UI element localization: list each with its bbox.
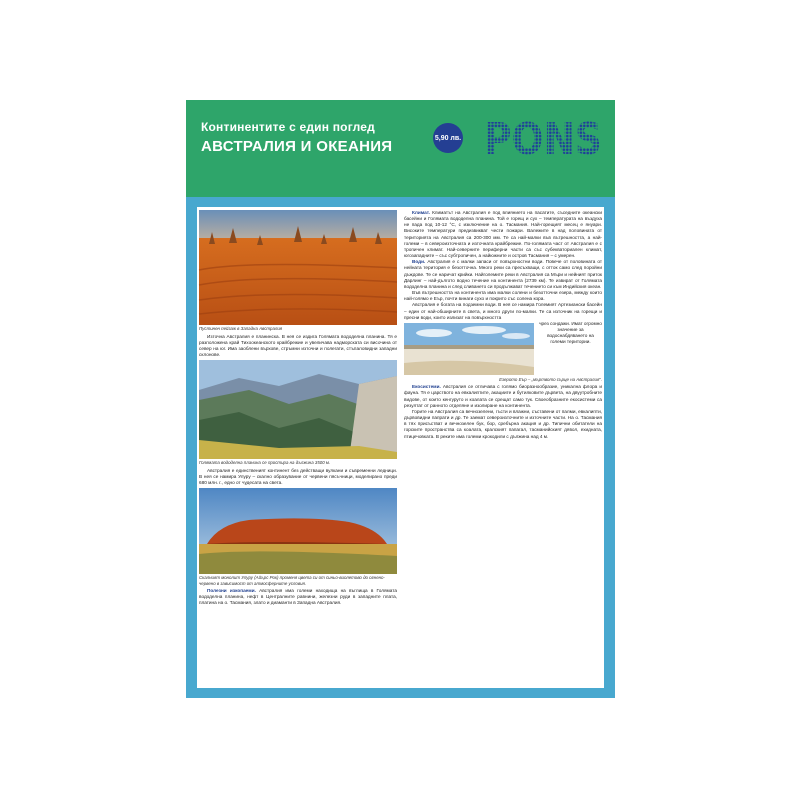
price-badge: 5,90 лв. (433, 123, 463, 153)
salt-lake-photo (404, 323, 534, 375)
lakes-paragraph: Във вътрешността на континента има малки солени и безотточни езера, между които най-голямо е Еър, почти винаги сухо и покрито със солена кора. (404, 290, 602, 302)
uluru-paragraph: Австралия е единственият континент без действащи вулкани и съвременни ледници. В нея се намира Улуру – скално образувание от червени пясъчници, моделирано преди 680 млн. г., едно от чудесата на света. (199, 467, 397, 485)
eyre-caption: Езерото Еър – „мъртвото сърце на Австралия“. (499, 376, 602, 382)
poster (186, 100, 615, 698)
water-heading: Води. (412, 259, 426, 265)
poster-subtitle: Континентите с един поглед (201, 120, 375, 134)
ecosystems-paragraph (404, 384, 602, 409)
minerals-text: Австралия има големи находища на въглища в Голямата вододелна планина, нефт в Централните равнини, железни руди в западните плата, платина на о. Тасмания, злато и диаманти в Западна Австралия. (199, 588, 397, 606)
ecosystems-text: Австралия се отличава с голямо биоразнообразие, уникална флора и фауна. Тя е царството на евкалиптите, акациите и бутилковите дървета, на двуутробните видове, от които кенгуруто и коалата се срещат само тук. Своеобразните екосистеми са резултат от ранното отделяне и изолиране на континента. (404, 384, 602, 408)
groundwater-continued: чрез сондажи. Имат огромно значение за водоснабдяването на големи територии. (539, 320, 602, 345)
poster-title: АВСТРАЛИЯ И ОКЕАНИЯ (201, 138, 393, 155)
minerals-heading: Полезни изкопаеми. (207, 588, 256, 594)
svg-text:PONS: PONS (484, 114, 602, 165)
climate-text: Климатът на Австралия е под влиянието на пасатите, съседните океански басейни и Голямата вододелна планина. Той е горещ и сух – температурата на въздуха не пада под 10-12 °С, с изключение на о. Тасмания. Най-горещият месец е януари. Високите температури предизвикват чести пожари. Валежите в над половината от територията на Австралия са 200-300 мм. Те са най-малки във вътрешността, а най-големи – в североизточната и източната крайбрежие. По-голямата част от Австралия е с тропичен климат. Най-северните периферни части са със субекваториален климат, югозападните – със субтропичен, а найюжните и остров Тасмания – с умерен. (404, 210, 602, 259)
desert-dunes-photo (199, 210, 397, 325)
desert-caption: Пустинен пейзаж в Западна Австралия (199, 326, 283, 331)
content-panel (197, 207, 604, 688)
groundwater-paragraph: Австралия е богата на подземни води. В нея се намира Големият Артезиански басейн – един от най-обширните в света, и много други по-малки. Те са източник на горещи и пресни води, които излизат на повърхността (404, 302, 602, 320)
climate-paragraph (404, 210, 602, 259)
uluru-caption: Скалният монолит Улуру (Айърс Рок) променя цвета си от синьо-виолетово до огнено-червено в зависимост от атмосферните условия. (199, 575, 385, 586)
ecosystems-heading: Екосистеми. (412, 384, 441, 390)
right-column (404, 210, 602, 440)
mountain-range-photo (199, 360, 397, 459)
forests-paragraph: Горите на Австралия са вечнозелени, гъсти и влажни, съставени от палми, евкалипти, дървовидни папрати и др. Те заемат североизточните и източните части. На о. Тасмания в тях присъстват и вечнозелен бук, бор, сребърна акация и др. Типични обитатели на горските пространства са коалата, кралският папагал, тасманийският дявол, ехидната, птицечовката. В реките има големи крокодили с дължина над 4 м. (404, 408, 602, 439)
mountains-caption: Голямата вододелна планина се простира на дължина 3500 м. (199, 460, 331, 466)
uluru-rock-photo (199, 488, 397, 574)
water-text: Австралия е с малки запаси от повърхностни води. Повече от половината от нейната територия е безотточна. Много реки са пресъхващи, с отток само след поройни дъждове. Те се наричат крийки. Найголемите реки в Австралия са Мъри и нейният приток Дарлинг – най-дългото водно течение на континента (2739 км). Те извират от Голямата вододелна планина и след сливането си продължават течението си към Индийския океан. (404, 259, 602, 289)
water-paragraph (404, 259, 602, 290)
eyre-block (404, 321, 602, 383)
climate-heading: Климат. (412, 210, 430, 215)
minerals-paragraph (199, 588, 397, 606)
east-mountains-paragraph: Източна Австралия е планинска. В нея се издига Голямата вододелна планина. Тя е разположена край Тихоокеанското крайбрежие и увеличава надморската си височина от север на юг. Има заоблени върхове, стръмни източни и полегати, стъпаловидни западни склонове. (199, 333, 397, 357)
left-column (199, 210, 397, 607)
pons-logo (484, 114, 606, 165)
header-band (186, 100, 615, 197)
